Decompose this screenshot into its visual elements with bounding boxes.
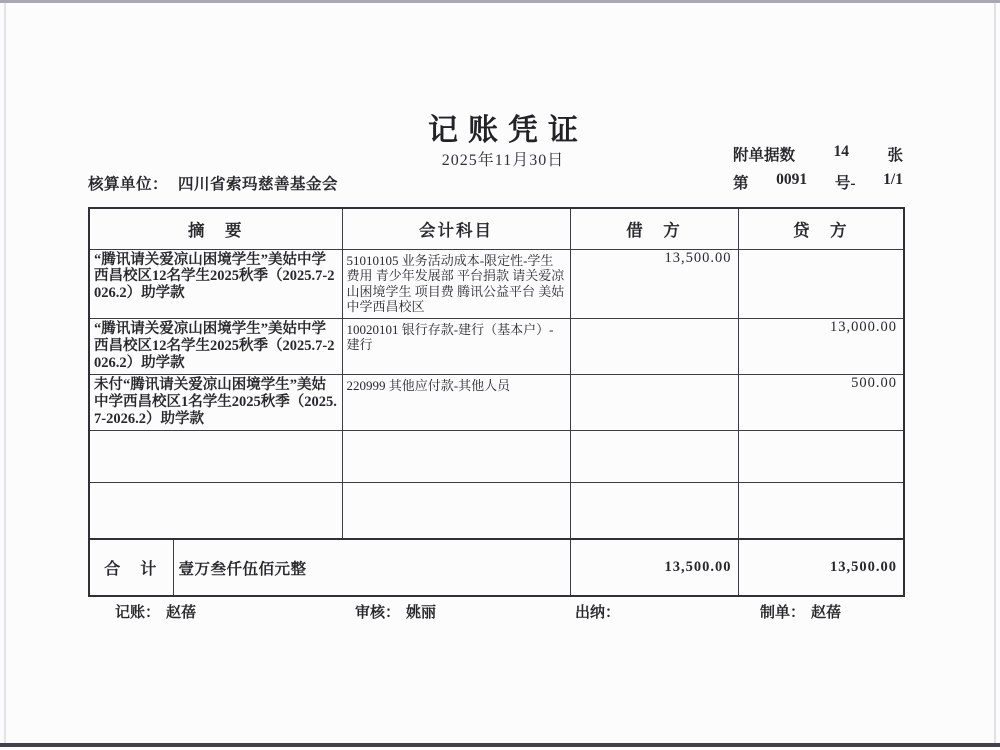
- row-summary: [89, 482, 342, 539]
- row-debit: [570, 430, 738, 482]
- row-debit: [570, 374, 738, 430]
- bookkeeper-name: 赵蓓: [166, 605, 197, 621]
- voucher-number-line: [733, 171, 903, 193]
- table-row: [89, 318, 904, 374]
- attachment-count-unit: 张: [887, 147, 903, 164]
- header-credit: 贷 方: [738, 208, 904, 249]
- accounting-unit-value: 四川省索玛慈善基金会: [178, 176, 339, 193]
- total-amount-in-words: 壹万叁仟伍佰元整: [173, 539, 570, 596]
- preparer-label: 制单：: [760, 605, 806, 621]
- row-debit: [570, 482, 738, 539]
- total-debit: 13,500.00: [570, 539, 738, 596]
- preparer-signature: [760, 601, 841, 622]
- attachment-count-line: [733, 143, 903, 165]
- cashier-signature: [575, 601, 626, 622]
- row-account: 10020101 银行存款-建行（基本户）-建行: [342, 318, 570, 374]
- scan-edge-bottom: [0, 743, 1000, 747]
- header-account: 会计科目: [342, 208, 570, 249]
- row-summary: “腾讯请关爱凉山困境学生”美姑中学西昌校区12名学生2025秋季（2025.7-2026.2）助学款: [89, 249, 342, 318]
- voucher-number-suffix: 号-: [834, 175, 856, 192]
- scan-edge-right: [994, 3, 996, 743]
- row-account: 51010105 业务活动成本-限定性-学生费用 青少年发展部 平台捐款 请关爱凉山困境学生 项目费 腾讯公益平台 美姑中学西昌校区: [342, 249, 570, 318]
- voucher-page-number: 1/1: [883, 171, 903, 188]
- preparer-name: 赵蓓: [811, 605, 842, 621]
- row-account: [342, 482, 570, 539]
- attachment-count-label: 附单据数: [733, 147, 796, 164]
- scan-edge-top: [0, 0, 1000, 3]
- row-credit: [738, 430, 904, 482]
- row-credit: 13,000.00: [738, 318, 904, 374]
- header-summary: 摘 要: [89, 208, 342, 249]
- voucher-table: [88, 207, 905, 597]
- table-row-empty: [89, 430, 904, 482]
- table-row-empty: [89, 482, 904, 539]
- signature-row: [88, 601, 903, 625]
- row-credit: 500.00: [738, 374, 904, 430]
- accounting-unit-label: 核算单位：: [88, 176, 169, 193]
- header-debit: 借 方: [570, 208, 738, 249]
- bookkeeper-label: 记账：: [115, 605, 161, 621]
- row-summary: 未付“腾讯请关爱凉山困境学生”美姑中学西昌校区1名学生2025秋季（2025.7-2026.2）助学款: [89, 374, 342, 430]
- row-debit: 13,500.00: [570, 249, 738, 318]
- row-credit: [738, 482, 904, 539]
- table-total-row: [89, 539, 904, 596]
- row-debit: [570, 318, 738, 374]
- scan-edge-left: [4, 3, 6, 743]
- attachment-count-value: 14: [833, 143, 849, 160]
- auditor-label: 审核：: [355, 605, 401, 621]
- total-label: 合 计: [89, 539, 173, 596]
- voucher-number-prefix: 第: [733, 175, 749, 192]
- voucher-date: 2025年11月30日: [441, 152, 565, 169]
- total-credit: 13,500.00: [738, 539, 904, 596]
- row-credit: [738, 249, 904, 318]
- page-title: 记账凭证: [428, 114, 588, 147]
- auditor-signature: [355, 601, 436, 622]
- row-summary: “腾讯请关爱凉山困境学生”美姑中学西昌校区12名学生2025秋季（2025.7-2026.2）助学款: [89, 318, 342, 374]
- cashier-label: 出纳：: [575, 605, 621, 621]
- accounting-unit-line: [88, 172, 338, 194]
- row-account: 220999 其他应付款-其他人员: [342, 374, 570, 430]
- table-header-row: [89, 208, 904, 249]
- table-row: [89, 374, 904, 430]
- auditor-name: 姚丽: [406, 605, 437, 621]
- table-row: [89, 249, 904, 318]
- row-account: [342, 430, 570, 482]
- bookkeeper-signature: [115, 601, 196, 622]
- voucher-number-value: 0091: [776, 171, 808, 188]
- row-summary: [89, 430, 342, 482]
